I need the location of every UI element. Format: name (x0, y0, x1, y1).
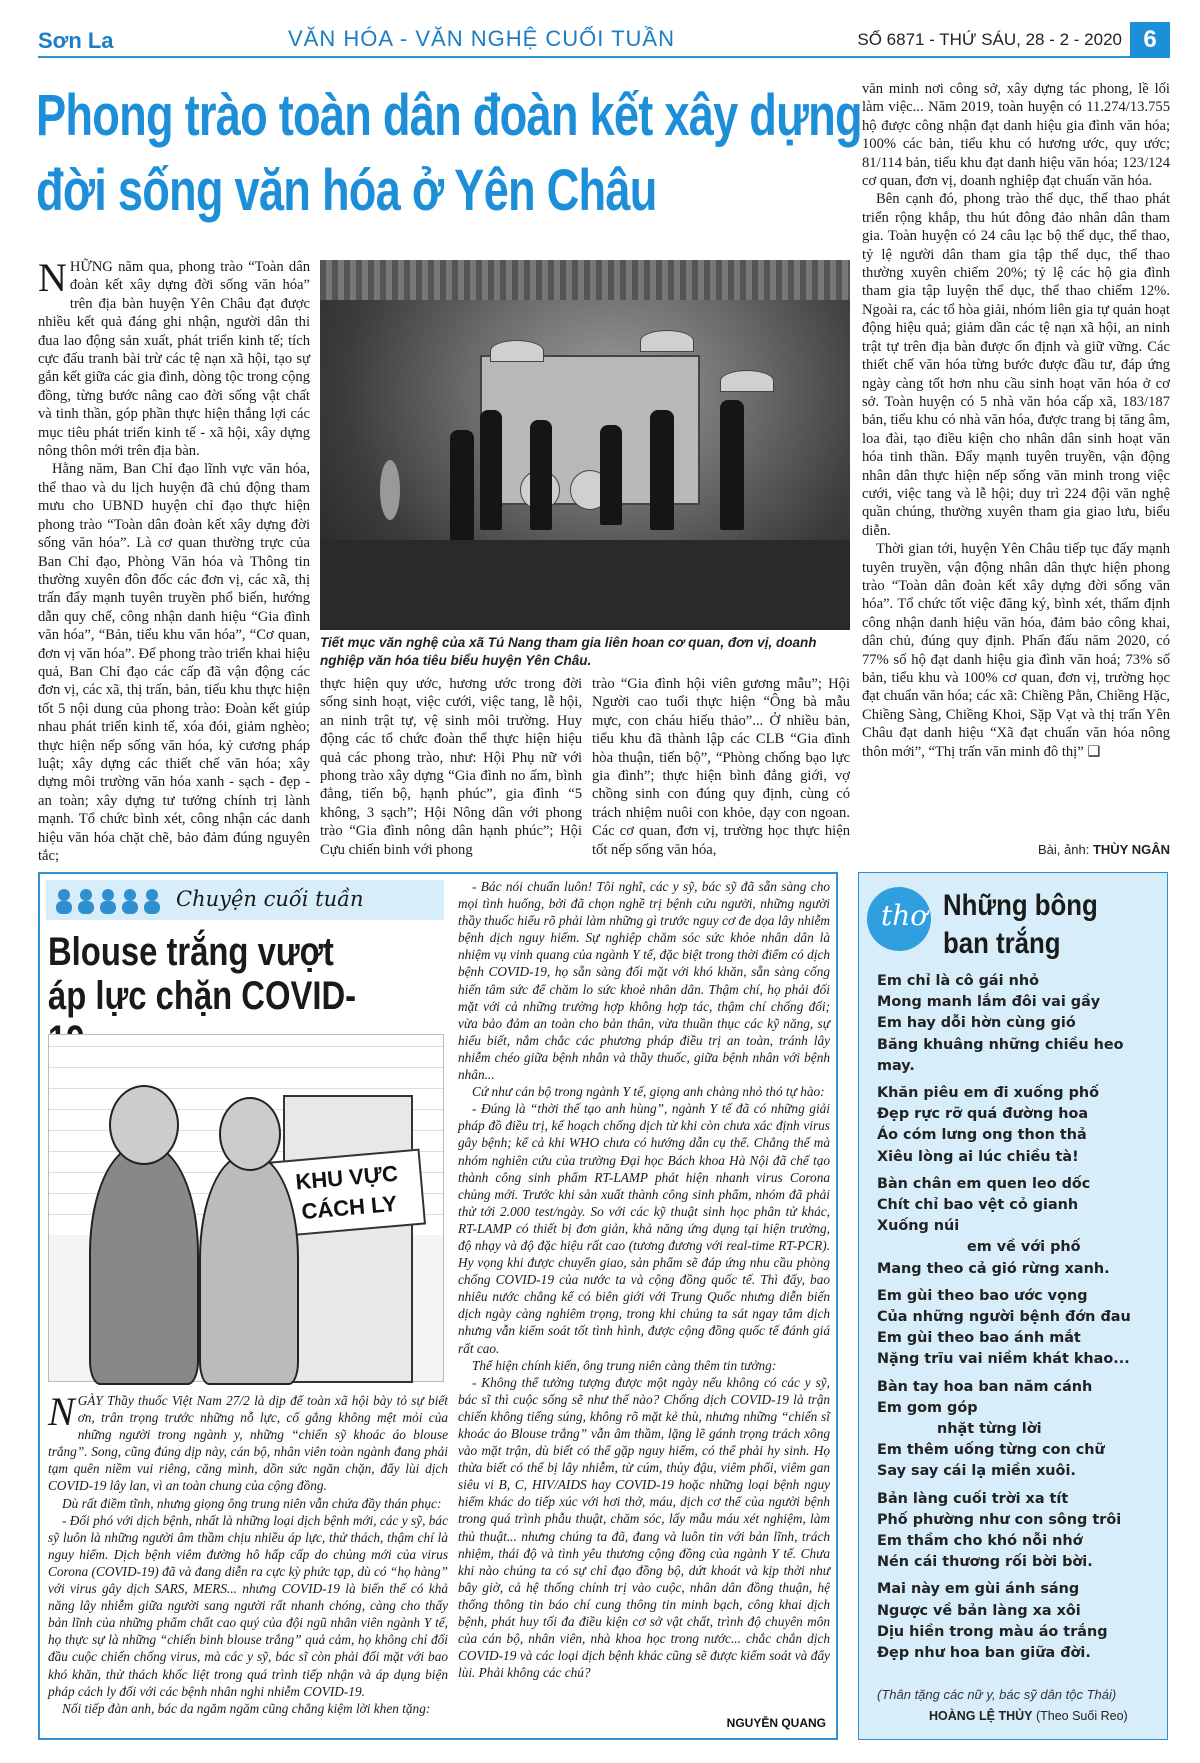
poem-line: Chít chỉ bao vệt cỏ gianh (877, 1197, 1079, 1214)
poem-line: Bản làng cuối trời xa tít (877, 1490, 1069, 1507)
poem-line: em về với phố (967, 1239, 1081, 1256)
poem-line: Băng khuâng những chiều heo may. (877, 1036, 1124, 1074)
poem-line: Em gùi theo bao ánh mắt (877, 1330, 1081, 1347)
dancer-figure (530, 420, 552, 530)
poem-line: Xuống núi (877, 1218, 960, 1235)
dancer-figure (480, 410, 502, 530)
story-column-1 (48, 1389, 448, 1734)
photo-caption: Tiết mục văn nghệ của xã Tú Nang tham gia liên hoan cơ quan, đơn vị, doanh nghiệp văn hóa tiêu biểu huyện Yên Châu. (320, 635, 817, 668)
poem-body (877, 971, 1162, 1670)
drop-cap: N (38, 255, 67, 300)
weekend-story-box (38, 872, 838, 1740)
poem-stanza (877, 1377, 1162, 1483)
poem-line: Đẹp như hoa ban giữa đời. (877, 1645, 1091, 1662)
byline-author: THÙY NGÂN (1092, 842, 1170, 857)
paragraph: Dù rất điềm tĩnh, nhưng giọng ông trung niên vẫn chứa đầy thán phục: (62, 1495, 442, 1511)
drop-cap: N (48, 1389, 75, 1434)
sign-line-1: KHU VỰC (294, 1160, 399, 1195)
umbrella-shape (640, 330, 694, 352)
poem-line: nhặt từng lời (937, 1421, 1042, 1438)
poem-line: Mai này em gùi ánh sáng (877, 1581, 1080, 1598)
dancer-figure (600, 425, 622, 525)
paragraph: trào “Gia đình hội viên gương mẫu”; Hội Người cao tuổi thực hiện “Ông bà mẫu mực, con cháu hiếu thảo”... Ở nhiều bản, tiểu khu đã thành lập các CLB “Gia đình hòa thuận, tiến bộ”, “Phòng chống bạo lực gia đình”; thực hiện bình đẳng giới, vợ chồng sinh con đúng quy định, cùng có trách nhiệm nuôi con khỏe, dạy con ngoan. Các cơ quan, đơn vị, trường học thực hiện tốt nếp sống văn hóa, (592, 676, 850, 858)
sign-line-2: CÁCH LY (300, 1190, 399, 1225)
poem-line: Đẹp rực rỡ quá đường hoa (877, 1106, 1089, 1123)
dancer-figure (720, 400, 744, 530)
story-column-2 (458, 878, 830, 1710)
poem-line: Bàn tay hoa ban năm cánh (877, 1378, 1093, 1395)
dancer-figure (450, 430, 474, 540)
paragraph: Thể hiện chính kiến, ông trung niên càng thêm tin tưởng: (472, 1357, 777, 1373)
paragraph: - Bác nói chuẩn luôn! Tôi nghĩ, các y sỹ, bác sỹ đã sẵn sàng cho mọi tình huống, bởi đã chọn nghề trị bệnh cứu người, những người thầy thuốc hiểu rõ phải làm những gì trước nguy cơ đe dọa lây nhiễm bệnh dịch nguy hiểm. Sự nghiệp chăm sóc sức khỏe nhân dân là nhiệm vụ vinh quang của ngành Y tế, đặc biệt trong thời điểm có dịch bệnh COVID-19, họ sẵn sàng đối mặt với khó khăn, sẵn sàng cống hiến tâm sức để chăm lo sức khoẻ nhân dân. Thậm chí, họ phải đối mặt với cả những trường hợp không hợp tác, thậm chí chống đối; vừa bảo đảm an toàn cho bản thân, vừa thuần thục các kỹ năng, sự hiểu biết, nắm chắc các phương pháp điều trị an toàn, tránh lây nhiễm chéo giữa bệnh nhân và thầy thuốc, giữa bệnh nhân với bệnh nhân... (458, 879, 830, 1083)
issue-date: SỐ 6871 - THỨ SÁU, 28 - 2 - 2020 (857, 30, 1122, 49)
poem-logo-text: thơ (881, 899, 928, 932)
article-headline (36, 78, 862, 228)
headline-line-1: Phong trào toàn dân đoàn kết xây dựng (36, 83, 862, 148)
photo-curtain (320, 260, 850, 300)
kicker-label: Chuyện cuối tuần (176, 887, 364, 911)
paragraph: - Đúng là “thời thế tạo anh hùng”, ngành Y tế đã có những giải pháp đồ điều trị, kế hoạch chống dịch từ khi còn chưa xác định virus gây bệnh; kể cả khi WHO chưa có hướng dẫn cụ thể. Chẳng thế mà nhóm nghiên cứu của trường Đại học Bách khoa Hà Nội đã chế tạo thành công sinh phẩm RT-LAMP phát hiện nhanh virus Corona chủng mới. Trước khi sản xuất thành công sinh phẩm, nhóm đã phải thử tới 2.000 test/ngày. So với các kỹ thuật sinh học phân tử khác, RT-LAMP có thiết bị đơn giản, khả năng ứng dụng tại hiện trường, độ nhạy và độ đặc hiệu rất cao (tương đương với real-time RT-PCR). Hy vọng khi được chuyển giao, sản phẩm sẽ đáp ứng nhu cầu phòng chống COVID-19 của nước ta và cộng đồng quốc tế. Thì đấy, bao nhiêu nước chẳng kể có biên giới với Trung Quốc nhưng diễn biến dịch ngày càng nghiêm trọng, trong khi chúng ta sát ngay tâm dịch nhưng vẫn kiểm soát tốt tình hình, được cộng đồng quốc tế đánh giá rất cao. (458, 1101, 830, 1356)
paragraph: Hằng năm, Ban Chỉ đạo lĩnh vực văn hóa, thể thao và du lịch huyện đã chủ động tham mưu cho UBND huyện chỉ đạo thực hiện phong trào “Toàn dân đoàn kết xây dựng đời sống văn hóa”. Là cơ quan thường trực của Ban Chỉ đạo, Phòng Văn hóa và Thông tin thường xuyên đôn đốc các đơn vị, các xã, thị trấn đẩy mạnh tuyên truyền phổ biến, hướng dẫn quy chế, công nhận danh hiệu “Gia đình văn hóa”, “Bản, tiểu khu văn hóa”, “Cơ quan, đơn vị văn hóa”. Để phong trào triển khai hiệu quả, Ban Chỉ đạo các cấp đã vận động các đơn vị, các xã, thị trấn, bản, tiểu khu thực hiện tốt 5 nội dung của phong trào: Đoàn kết giúp nhau phát triển kinh tế, xóa đói, giảm nghèo; thực hiện nếp sống văn hóa, kỷ cương pháp luật; xây dựng các thiết chế văn hóa; xây dựng môi trường văn hóa xanh - sạch - đẹp - an toàn; xây dựng tư tưởng chính trị lành mạnh. Tổ chức bình xét, công nhận các danh hiệu văn hóa chặt chẽ, bảo đảm đúng nguyên tắc; (38, 461, 310, 864)
page-header (38, 22, 1170, 58)
article-byline (1038, 842, 1170, 857)
poem-byline (929, 1709, 1128, 1723)
paragraph: - Đối phó với dịch bệnh, nhất là những loại dịch bệnh mới, các y sỹ, bác sỹ luôn là những người âm thầm chịu nhiều áp lực, thử thách, thậm chí là nguy hiểm. Dịch bệnh viêm đường hô hấp cấp do chủng mới của virus Corona (COVID-19) đã và đang diễn ra cực kỳ phức tạp, dù có “họ hàng” với virus gây dịch SARS, MERS... nhưng COVID-19 là biến thể có khả năng lây nhiễm giữa người sang người rất nhanh chóng, càng cho thấy bản lĩnh của những phẩm chất cao quý của đội ngũ nhân viên ngành Y tế, họ thực sự là những “chiến binh blouse trắng” quả cảm, họ không chỉ đối đầu cuộc chiến chống virus, mà các y sỹ, bác sĩ còn phải đối mặt với bao khó khăn, thử thách khốc liệt trong quá trình tiếp nhận và áp dụng biện pháp cách ly đối với các bệnh nhân nghi nhiễm COVID-19. (48, 1512, 448, 1699)
dancer-figure (650, 410, 674, 530)
poem-line: Nặng trĩu vai niềm khát khao... (877, 1351, 1130, 1368)
poem-stanza (877, 1083, 1162, 1168)
poem-stanza (877, 971, 1162, 1077)
quarantine-illustration (48, 1034, 444, 1382)
article-photo (320, 260, 850, 630)
article-column-4 (862, 80, 1170, 840)
person-head (109, 1085, 179, 1165)
headline-line-2: đời sống văn hóa ở Yên Châu (36, 158, 657, 223)
poem-line: Bàn chân em quen leo dốc (877, 1175, 1091, 1192)
people-icon (52, 886, 162, 914)
poem-box (858, 872, 1168, 1740)
poem-line: Say say cái lạ miền xuôi. (877, 1463, 1076, 1480)
statue-shape (380, 460, 400, 520)
article-column-3 (592, 675, 850, 858)
person-figure (89, 1145, 199, 1385)
poem-line: Nén cái thương rối bời bời. (877, 1554, 1093, 1571)
paragraph: HỮNG năm qua, phong trào “Toàn dân đoàn kết xây dựng đời sống văn hóa” trên địa bàn huyện Yên Châu đạt được nhiều kết quả đáng ghi nhận, người dân thi đua lao động sản xuất, phát triển kinh tế; tích cực đấu tranh bài trừ các tệ nạn xã hội, tạo sự gắn kết giữa các gia đình, dòng tộc trong cộng đồng, từng bước nâng cao đời sống vật chất và tinh thần, góp phần thực hiện thắng lợi các mục tiêu phát triển kinh tế - xã hội, xây dựng nông thôn mới trên địa bàn. (38, 259, 310, 460)
poem-line: Phố phường như con sông trôi (877, 1511, 1122, 1528)
poem-line: Em chỉ là cô gái nhỏ (877, 973, 1039, 989)
poem-line: Xiêu lòng ai lúc chiều tà! (877, 1148, 1079, 1165)
paragraph: văn minh nơi công sở, xây dựng tác phong, lề lối làm việc... Năm 2019, toàn huyện có 11.274/13.755 hộ được công nhận đạt danh hiệu gia đình văn hóa; 100% các bản, tiểu khu có hương ước, quy ước; 81/114 bản, tiểu khu đạt danh hiệu văn hóa; 123/124 cơ quan, đơn vị, doanh nghiệp đạt chuẩn văn hóa. (862, 81, 1170, 190)
poem-stanza (877, 1286, 1162, 1371)
poem-line: Mong manh lắm đôi vai gầy (877, 994, 1101, 1011)
poem-line: Em thêm uống từng con chữ (877, 1442, 1105, 1459)
byline-prefix: Bài, ảnh: (1038, 842, 1090, 857)
article-column-2 (320, 675, 582, 858)
poem-line: Khăn piêu em đi xuống phố (877, 1085, 1100, 1102)
poem-line: Em gom góp (877, 1399, 978, 1416)
story-title: Blouse trắng vượt áp lực chặn COVID- (48, 930, 357, 1018)
paragraph: Nối tiếp đàn anh, bác da ngăm ngăm cũng chẳng kiệm lời khen tặng: (62, 1700, 431, 1716)
poem-line: Áo cóm lưng ong thon thả (877, 1127, 1087, 1144)
illustration-door (283, 1095, 413, 1383)
poem-dedication: (Thân tặng các nữ y, bác sỹ dân tộc Thái) (877, 1687, 1117, 1702)
poem-line: Em gùi theo bao ước vọng (877, 1287, 1088, 1304)
section-title: VĂN HÓA - VĂN NGHỆ CUỐI TUẦN (288, 26, 675, 51)
poem-line: Của những người bệnh đớn đau (877, 1309, 1131, 1326)
poem-line: Em thầm cho khó nỗi nhớ (877, 1533, 1083, 1550)
poem-title: Những bông ban trắng (943, 889, 1098, 960)
person-head (219, 1097, 281, 1171)
poem-source: (Theo Suối Reo) (1035, 1709, 1128, 1723)
newspaper-brand: Sơn La (38, 28, 114, 53)
poem-logo (867, 887, 931, 951)
page-number: 6 (1130, 22, 1170, 58)
umbrella-shape (490, 340, 544, 362)
poem-stanza (877, 1174, 1162, 1280)
poem-line: Dịu hiền trong màu áo trắng (877, 1623, 1108, 1640)
story-kicker (46, 880, 444, 920)
person-figure (199, 1155, 299, 1385)
paragraph: - Không thể tưởng tượng được một ngày nếu không có các y sỹ, bác sĩ thì cuộc sống sẽ như thế nào? Chống dịch COVID-19 là trận chiến không tiếng súng, không rõ mặt kẻ thù, nhưng những “chiến sĩ khoác áo Blouse trắng” vẫn âm thầm, lặng lẽ gánh trọng trách xông vào mặt trận, dù biết có thể gặp nguy hiểm, có thể phải hy sinh. Họ thừa biết có thể bị lây nhiễm, từ cúm, thủy đậu, viêm phổi, viêm gan siêu vi B, C, HIV/AIDS hay COVID-19 hoặc những loại bệnh nguy hiểm khác do tiếp xúc với hơi thở, máu, dịch cơ thể của người bệnh trong quá trình phẫu thuật, chăm sóc, lấy mẫu máu xét nghiệm, làm thủ thuật... nhưng chúng ta đã, đang và luôn tin với bản lĩnh, trách nhiệm, thái độ và tình yêu thương cộng đồng của ngành Y tế. Chưa khi nào chúng ta có sự chỉ đạo đồng bộ, dứt khoát và kịp thời như bây giờ, cả hệ thống chính trị vào cuộc, nhân dân đồng thuận, hệ thống thông tin báo chí cung thông tin minh bạch, công khai dịch bệnh, phát huy tối đa điều kiện cơ sở vật chất, trình độ chuyên môn của cán bộ, nhân viên, nhà khoa học trong nước... chắc chắn dịch COVID-19 và các loại dịch bệnh khác cũng sẽ được kiểm soát và đẩy lùi. Phải không các chú? (458, 1374, 830, 1681)
story-byline: NGUYỄN QUANG (726, 1716, 826, 1730)
paragraph: Thời gian tới, huyện Yên Châu tiếp tục đẩy mạnh tuyên truyền, vận động nhân dân thực hiện phong trào “Toàn dân đoàn kết xây dựng đời sống văn hóa”. Tổ chức tốt việc đăng ký, bình xét, thẩm định công nhận danh hiệu văn hóa, đảm bảo công khai, dân chủ, đúng quy định. Phấn đấu năm 2020, có 77% số hộ đạt danh hiệu gia đình văn hoá; 73% số bản, tiểu khu và 100% cơ quan, đơn vị, trường học đạt chuẩn văn hóa; các xã: Chiềng Pằn, Chiềng Hặc, Chiềng Sàng, Chiềng Khoi, Sặp Vạt và thị trấn Yên Châu đạt danh hiệu “Xã đạt chuẩn văn hóa nông thôn mới”, “Thị trấn văn minh đô thị” ❑ (862, 541, 1170, 760)
paragraph: GÀY Thầy thuốc Việt Nam 27/2 là dịp để toàn xã hội bày tỏ sự biết ơn, trân trọng trước những nỗ lực, cố gắng không mệt mỏi của những người trong ngành y, những “chiến sỹ khoác áo blouse trắng”. Song, cũng đúng dịp này, cán bộ, nhân viên toàn ngành đang phải tạm quên niềm vui riêng, căng mình, dồn sức ngăn chặn, đẩy lùi dịch COVID-19 lây lan, vì an toàn chung của cộng đồng. (48, 1393, 448, 1494)
umbrella-shape (720, 370, 774, 392)
poem-stanza (877, 1489, 1162, 1574)
poem-stanza (877, 1579, 1162, 1664)
poem-line: Em hay dỗi hờn cùng gió (877, 1015, 1076, 1032)
photo-stage-floor (320, 540, 850, 630)
poem-line: Ngược về bản làng xa xôi (877, 1602, 1081, 1619)
paragraph: Bên cạnh đó, phong trào thể dục, thể thao phát triển rộng khắp, thu hút đông đảo nhân dân tham gia. Toàn huyện có 24 câu lạc bộ thể dục, thể thao, tỷ lệ người dân tham gia tập thể dục, thể thao thường xuyên chiếm 20%; tỷ lệ các hộ gia đình tham gia tập luyện thể dục, thể thao chiếm 12%. Ngoài ra, các tổ hòa giải, nhóm liên gia tự quản hoạt động hiệu quả; giảm dần các tệ nạn xã hội, an ninh trật tự trên địa bàn được ổn định và giữ vững. Các thiết chế văn hóa từng bước được đầu tư, đáp ứng ngày càng tốt hơn nhu cầu sinh hoạt văn hóa ở cơ sở. Toàn huyện có 5 nhà văn hóa cấp xã, 183/187 bản, tiểu khu có nhà văn hóa, được trang bị tăng âm, loa đài, tạo điều kiện cho nhân dân sinh hoạt văn hóa tinh thần. Đẩy mạnh tuyên truyền, vận động nhân dân thực hiện nếp sống văn minh trong việc cưới, việc tang và lễ hội; duy trì 224 đội văn nghệ quần chúng, thường xuyên tham gia giao lưu, biểu diễn. (862, 191, 1170, 539)
paragraph: Cứ như cán bộ trong ngành Y tế, giọng anh chàng nhỏ thó tự hào: (472, 1084, 825, 1100)
article-column-1 (38, 255, 310, 864)
paragraph: thực hiện quy ước, hương ước trong đời sống sinh hoạt, việc cưới, việc tang, lễ hội, an ninh trật tự, vệ sinh môi trường. Huy động các tổ chức đoàn thể thực hiện hiệu quả các phong trào, như: Hội Phụ nữ với phong trào xây dựng “Gia đình no ấm, bình đẳng, tiến bộ, hạnh phúc”, gia đình “5 không, 3 sạch”; Hội Nông dân với phong trào “Gia đình nông dân hạnh phúc”; Hội Cựu chiến binh với phong (320, 676, 582, 858)
poem-author: HOÀNG LỆ THỦY (929, 1709, 1033, 1723)
poem-line: Mang theo cả gió rừng xanh. (877, 1260, 1110, 1277)
